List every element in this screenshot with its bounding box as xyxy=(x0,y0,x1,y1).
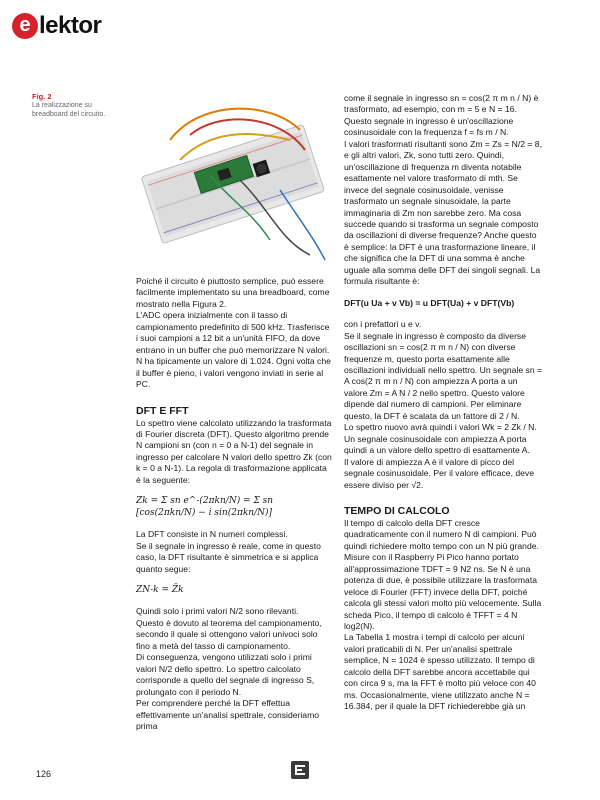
figure-label: Fig. 2 xyxy=(32,92,52,101)
paragraph: Quindi solo i primi valori N/2 sono rilevanti. xyxy=(136,606,299,617)
section-heading-tempo: TEMPO DI CALCOLO xyxy=(344,504,450,517)
elektor-logo xyxy=(12,12,101,40)
paragraph: come il segnale in ingresso sn = cos(2 π m n / N) è trasformato, ad esempio, con m = 5 e N = 16. Questo segnale in ingresso è un'oscillazione cosinusoidale con la frequenza f = fs m / N. xyxy=(344,93,539,138)
paragraph: La DFT consiste in N numeri complessi. xyxy=(136,529,288,540)
paragraph: Il valore di ampiezza A è il valore di picco del segnale cosinusoidale. Per il valore efficace, deve essere diviso per √2. xyxy=(344,456,534,490)
section-heading-dft: DFT E FFT xyxy=(136,404,189,417)
logo-text: lektor xyxy=(39,12,102,39)
paragraph: L'ADC opera inizialmente con il tasso di campionamento predefinito di 500 kHz. Trasferisce i suoi campioni a 12 bit a un'unità FIFO, da dove entrano in un buffer che può memorizzare N valori. N ha tipicamente un valore di 1.024. Ogni volta che il buffer è pieno, i valori vengono inviati in serie al PC. xyxy=(136,310,331,390)
paragraph: con i prefattori u e v. xyxy=(344,319,422,330)
figure-caption xyxy=(32,92,117,119)
breadboard-photo xyxy=(130,90,330,270)
logo-e-badge: e xyxy=(12,13,38,39)
paragraph: Se il segnale in ingresso è composto da diverse oscillazioni sn = cos(2 π m n / N) con diverse frequenze m, questo porta esattamente alle oscillazioni individuali nello spettro. Un segnale sn = A cos(2 π m n / N) con ampiezza A porta a un valore Zm = A N / 2 nello spettro. Questo valore dipende dal numero di campioni. Per eliminare questo, la DFT è scalata da un fattore di 2 / N. xyxy=(344,330,543,421)
paragraph: Di conseguenza, vengono utilizzati solo i primi valori N/2 dello spettro. Lo spettro calcolato corrisponde a quello del segnale di ingresso S, prolungato con il periodo N. xyxy=(136,652,315,697)
paragraph: Questo è dovuto al teorema del campionamento, secondo il quale si ottengono valori univoci solo fino a metà del tasso di campionamento. xyxy=(136,617,322,651)
paragraph: Lo spettro viene calcolato utilizzando la trasformata di Fourier discreta (DFT). Questo algoritmo prende N campioni sn (con n = 0 a N-1) del segnale in ingresso per calcolare N valori dello spettro Zk (con k = 0 a N-1). La regola di trasformazione applicata è la seguente: xyxy=(136,417,332,485)
elektor-footer-icon xyxy=(290,760,310,780)
paragraph: Se il segnale in ingresso è reale, come in questo caso, la DFT risultante è simmetrica e si applica quanto segue: xyxy=(136,540,321,574)
paragraph: La Tabella 1 mostra i tempi di calcolo per alcuni valori praticabili di N. Per un'analisi spettrale semplice, N = 1024 è spesso utilizzato. Il tempo di calcolo della DFT sarebbe ancora accettabile qui con circa 9 s, ma la FFT è molto più veloce con 40 ms. Occasionalmente, viene utilizzato anche N = 16.384, per il quale la DFT richiederebbe già un xyxy=(344,632,536,712)
linearity-formula: DFT(u Ua + v Vb) = u DFT(Ua) + v DFT(Vb) xyxy=(344,297,515,308)
page-number: 126 xyxy=(36,769,52,779)
symmetry-formula: ZN-k = Z̄k xyxy=(136,584,184,595)
figure-caption-text: La realizzazione su breadboard del circuito. xyxy=(32,102,106,118)
paragraph: Il tempo di calcolo della DFT cresce quadraticamente con il numero N di campioni. Può quindi richiedere molto tempo con un N più grande. Misure con il Raspberry Pi Pico hanno portato all'approssimazione TDFT = 9 N2 ns. Se N è una potenza di due, è possibile utilizzare la trasformata veloce di Fourier (FFT) invece della DFT, poiché calcola gli stessi valori molto più velocemente. Sulla scheda Pico, il tempo di calcolo è TFFT = 4 N log2(N). xyxy=(344,517,542,632)
right-column xyxy=(344,93,542,713)
left-column xyxy=(136,276,332,732)
paragraph: Per comprendere perché la DFT effettua effettivamente un'analisi spettrale, consideriamo prima xyxy=(136,698,320,731)
dft-formula: Zk = Σ sn e^-(2πkn/N) = Σ sn [cos(2πkn/N) − i sin(2πkn/N)] xyxy=(136,496,274,518)
paragraph: Lo spettro nuovo avrà quindi i valori Wk = 2 Zk / N. Un segnale cosinusoidale con ampiezza A porta quindi a un valore dello spettro di esattamente A. xyxy=(344,422,537,456)
paragraph: Poiché il circuito è piuttosto semplice, può essere facilmente implementato su una breadboard, come mostrato nella Figura 2. xyxy=(136,276,330,309)
paragraph: I valori trasformati risultanti sono Zm = Zs = N/2 = 8, e gli altri valori, Zk, sono tutti zero. Quindi, un'oscillazione di frequenza m diventa notabile esattamente nel valore trasformato di mth. Se invece del segnale cosinusoidale, venisse trasformato un segnale sinusoidale, la parte immaginaria di Zm non sarebbe zero. Ma cosa succede quando si trasforma un segnale composto da oscillazioni di diverse frequenze? Anche questo è semplice: la DFT è una trasformazione lineare, il che significa che la DFT di una somma è anche uguale alla somma delle DFT dei singoli segnali. La formula risultante è: xyxy=(344,138,542,287)
